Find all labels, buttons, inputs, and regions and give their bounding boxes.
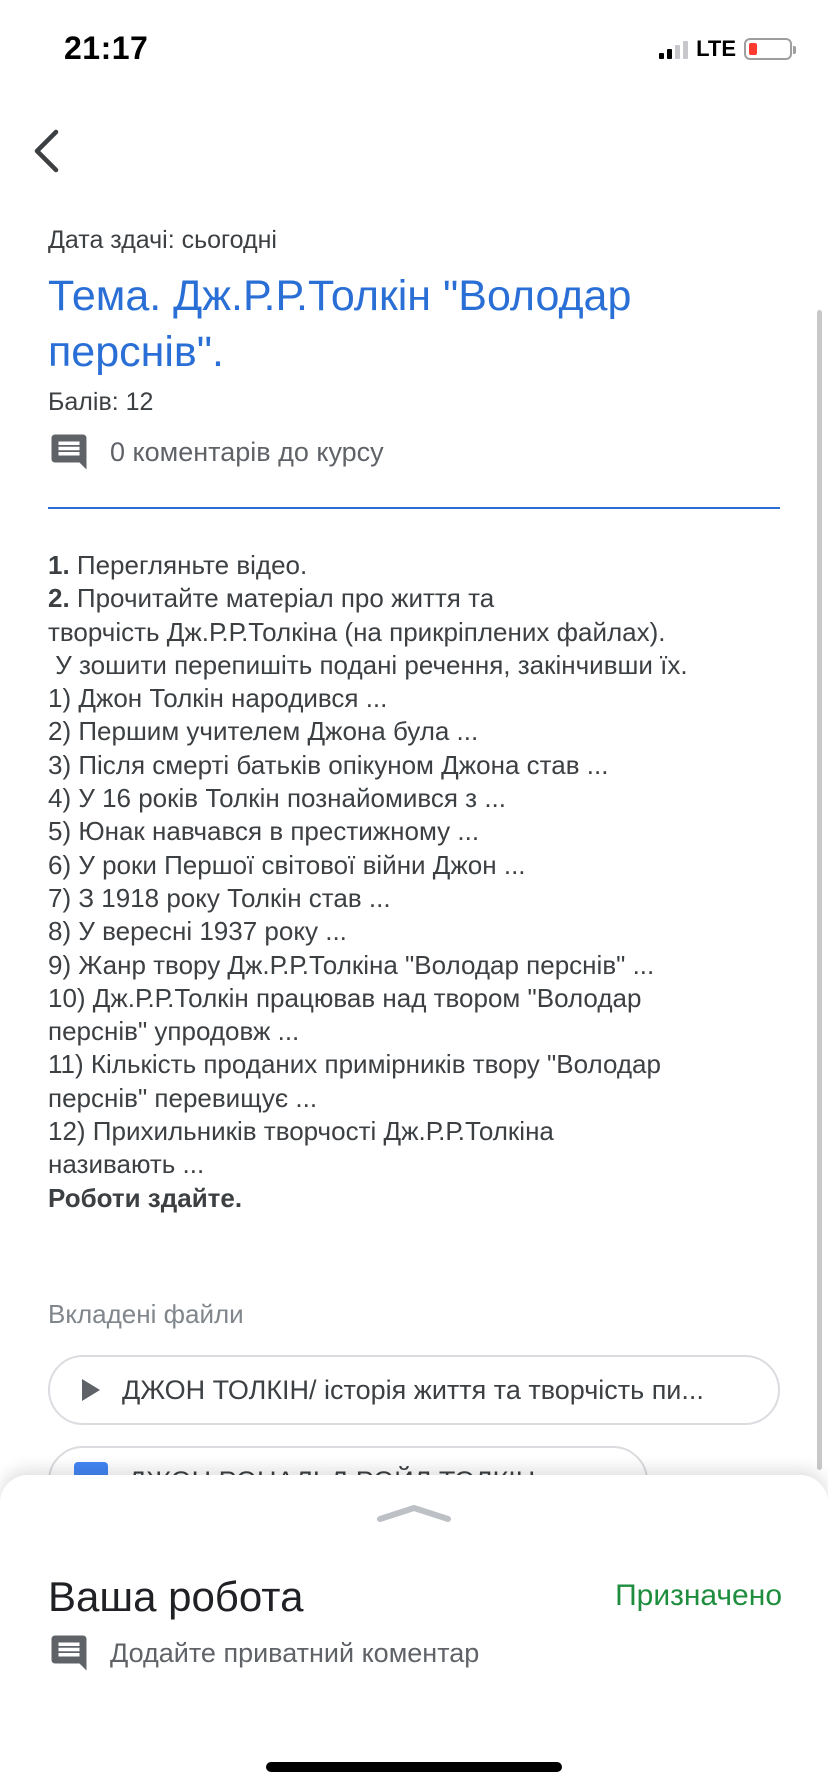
instruction-line: У зошити перепишіть подані речення, закінчивши їх. bbox=[48, 649, 688, 680]
instruction-line: 11) Кількість проданих примірників твору "Володар bbox=[48, 1049, 661, 1080]
instruction-line: 4) У 16 років Толкін познайомився з ... bbox=[48, 783, 506, 814]
network-label: LTE bbox=[696, 36, 736, 61]
battery-icon bbox=[744, 38, 792, 60]
instruction-line: 2. Прочитайте матеріал про життя та bbox=[48, 583, 495, 614]
class-comments-label: 0 коментарів до курсу bbox=[110, 436, 384, 467]
private-comment-label: Додайте приватний коментар bbox=[110, 1637, 480, 1668]
instruction-line: 1. Перегляньте відео. bbox=[48, 550, 308, 580]
instruction-line: називають ... bbox=[48, 1149, 205, 1180]
attachments-heading: Вкладені файли bbox=[48, 1299, 244, 1329]
due-date: Дата здачі: сьогодні bbox=[48, 226, 277, 254]
comment-icon bbox=[48, 1632, 90, 1674]
expand-handle[interactable] bbox=[376, 1503, 452, 1523]
assignment-title: Тема. Дж.Р.Р.Толкін "Володар перснів". bbox=[48, 272, 632, 376]
instruction-line: 6) У роки Першої світової війни Джон ... bbox=[48, 849, 526, 880]
your-work-title: Ваша робота bbox=[48, 1573, 304, 1620]
instruction-line: 9) Жанр твору Дж.Р.Р.Толкіна "Володар перснів" ... bbox=[48, 949, 655, 980]
scrollbar[interactable] bbox=[817, 310, 822, 1470]
status-badge: Призначено bbox=[615, 1579, 782, 1612]
status-indicators bbox=[659, 36, 792, 62]
instruction-line: 5) Юнак навчався в престижному ... bbox=[48, 816, 480, 847]
instruction-line: 1) Джон Толкін народився ... bbox=[48, 683, 388, 714]
instruction-line: 7) З 1918 року Толкін став ... bbox=[48, 882, 391, 913]
instruction-line: 12) Прихильників творчості Дж.Р.Р.Толкіна bbox=[48, 1116, 554, 1147]
back-button[interactable] bbox=[28, 128, 68, 174]
class-comments-button[interactable] bbox=[48, 430, 384, 474]
attachment-label: ДЖОН ТОЛКІН/ історія життя та творчість пи... bbox=[122, 1374, 704, 1405]
chevron-left-icon bbox=[28, 128, 68, 174]
home-indicator bbox=[266, 1762, 562, 1772]
private-comment-button[interactable] bbox=[48, 1631, 479, 1675]
instruction-line: 8) У вересні 1937 року ... bbox=[48, 916, 347, 947]
signal-icon bbox=[659, 39, 688, 59]
instruction-line: творчість Дж.Р.Р.Толкіна (на прикріплених файлах). bbox=[48, 616, 666, 647]
comment-icon bbox=[48, 431, 90, 473]
instruction-line: 10) Дж.Р.Р.Толкін працював над твором "Володар bbox=[48, 982, 642, 1013]
attachment-video[interactable] bbox=[48, 1355, 780, 1425]
status-time: 21:17 bbox=[64, 30, 149, 66]
instruction-line: 3) Після смерті батьків опікуном Джона став ... bbox=[48, 749, 609, 780]
instruction-line: перснів" перевищує ... bbox=[48, 1082, 318, 1113]
play-icon bbox=[82, 1379, 100, 1401]
your-work-sheet[interactable] bbox=[0, 1475, 828, 1792]
divider bbox=[48, 507, 780, 509]
instruction-line: 2) Першим учителем Джона була ... bbox=[48, 716, 479, 747]
points: Балів: 12 bbox=[48, 388, 154, 416]
chevron-up-icon bbox=[376, 1503, 452, 1523]
instruction-line: перснів" упродовж ... bbox=[48, 1016, 300, 1047]
instruction-line: Роботи здайте. bbox=[48, 1182, 243, 1213]
instructions bbox=[48, 549, 788, 1215]
